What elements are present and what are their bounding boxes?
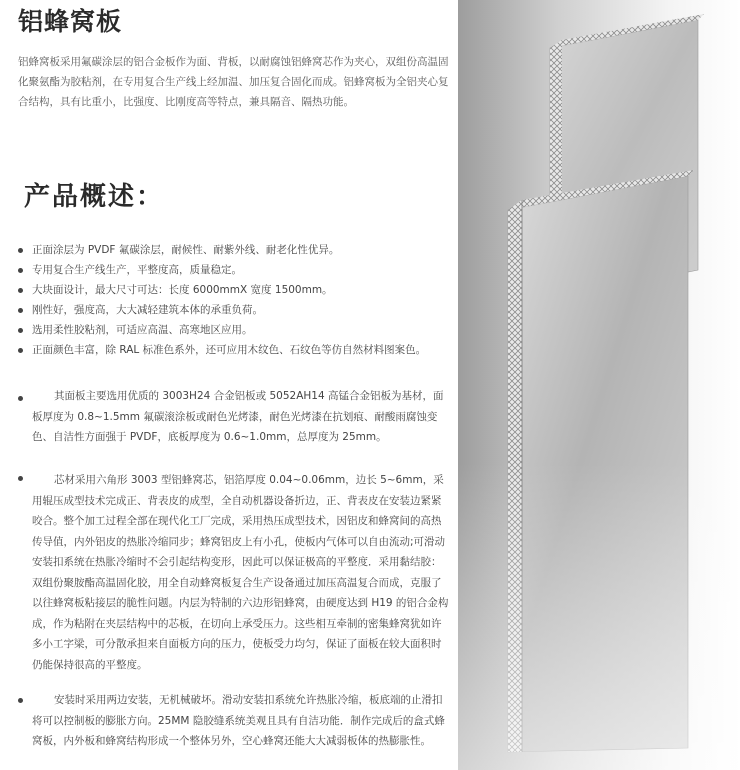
feature-item	[14, 300, 454, 320]
panel-material-paragraph	[14, 386, 450, 448]
bullet-dot-icon	[18, 476, 23, 481]
bullet-dot-icon	[18, 288, 23, 293]
bullet-dot-icon	[18, 248, 23, 253]
bullet-dot-icon	[18, 268, 23, 273]
bottom-fade	[458, 0, 740, 770]
intro-paragraph: 铝蜂窝板采用氟碳涂层的铝合金板作为面、背板，以耐腐蚀铝蜂窝芯作为夹心，双组份高温固化聚氨酯为胶粘剂，在专用复合生产线上经加温、加压复合固化而成。铝蜂窝板为全铝夹心复合结构，具有比重小，比强度、比刚度高等特点，兼具隔音、隔热功能。	[18, 56, 449, 108]
feature-text: 大块面设计，最大尺寸可达：长度 6000mmX 宽度 1500mm。	[32, 284, 333, 296]
feature-text: 选用柔性胶粘剂，可适应高温、高寒地区应用。	[32, 324, 253, 336]
bullet-dot-icon	[18, 348, 23, 353]
core-material-paragraph	[14, 470, 450, 675]
paragraph-text: 芯材采用六角形 3003 型铝蜂窝芯，铝箔厚度 0.04~0.06mm，边长 5~6mm，采用辊压成型技术完成正、背表皮的成型，全自动机器设备折边，正、背表皮在安装边紧紧咬合。整个加工过程全部在现代化工厂完成，采用热压成型技术，因铝皮和蜂窝间的高热传导值，内外铝皮的热胀冷缩同步；蜂窝铝皮上有小孔，使板内气体可以自由流动;可滑动安装扣系统在热胀冷缩时不会引起结构变形，因此可以保证极高的平整度．采用黏结胶：双组份聚胺酯高温固化胶，用全自动蜂窝板复合生产设备通过加压高温复合而成，克服了以往蜂窝板粘接层的脆性问题。内层为特制的六边形铝蜂窝，由硬度达到 H19 的铝合金构成，作为粘附在夹层结构中的芯板，在切向上承受压力。这些相互牵制的密集蜂窝犹如许多小工字梁，可分散承担来自面板方向的压力，使板受力均匀，保证了面板在较大面积时仍能保持很高的平整度。	[32, 474, 449, 671]
page-title: 铝蜂窝板	[18, 7, 123, 36]
paragraph-text: 其面板主要选用优质的 3003H24 合金铝板或 5052AH14 高锰合金铝板为基材，面板厚度为 0.8~1.5mm 氟碳滚涂板或耐色光烤漆，耐色光烤漆在抗划痕、耐酸雨腐蚀变色、自洁性方面强于 PVDF，底板厚度为 0.6~1.0mm，总厚度为 25mm。	[32, 390, 444, 443]
bullet-dot-icon	[18, 698, 23, 703]
bullet-dot-icon	[18, 328, 23, 333]
feature-item	[14, 280, 454, 300]
bullet-dot-icon	[18, 396, 23, 401]
feature-list	[14, 240, 454, 360]
feature-item	[14, 320, 454, 340]
feature-item	[14, 260, 454, 280]
paragraph-text: 安装时采用两边安装，无机械破坏。滑动安装扣系统允许热胀冷缩，板底端的止滑扣将可以控制板的膨胀方向。25MM 隐胶缝系统美观且具有自洁功能．制作完成后的盒式蜂窝板，内外板和蜂窝结构形成一个整体另外，空心蜂窝还能大大减弱板体的热膨胀性。	[32, 694, 445, 747]
feature-text: 正面涂层为 PVDF 氟碳涂层，耐候性、耐紫外线、耐老化性优异。	[32, 244, 340, 256]
bullet-dot-icon	[18, 308, 23, 313]
feature-text: 正面颜色丰富，除 RAL 标准色系外，还可应用木纹色、石纹色等仿自然材料图案色。	[32, 344, 427, 356]
feature-text: 刚性好，强度高，大大减轻建筑本体的承重负荷。	[32, 304, 263, 316]
overview-heading: 产品概述：	[24, 182, 165, 212]
feature-item	[14, 340, 454, 360]
product-photo	[458, 0, 740, 770]
feature-item	[14, 240, 454, 260]
feature-text: 专用复合生产线生产，平整度高，质量稳定。	[32, 264, 242, 276]
installation-paragraph	[14, 690, 450, 752]
